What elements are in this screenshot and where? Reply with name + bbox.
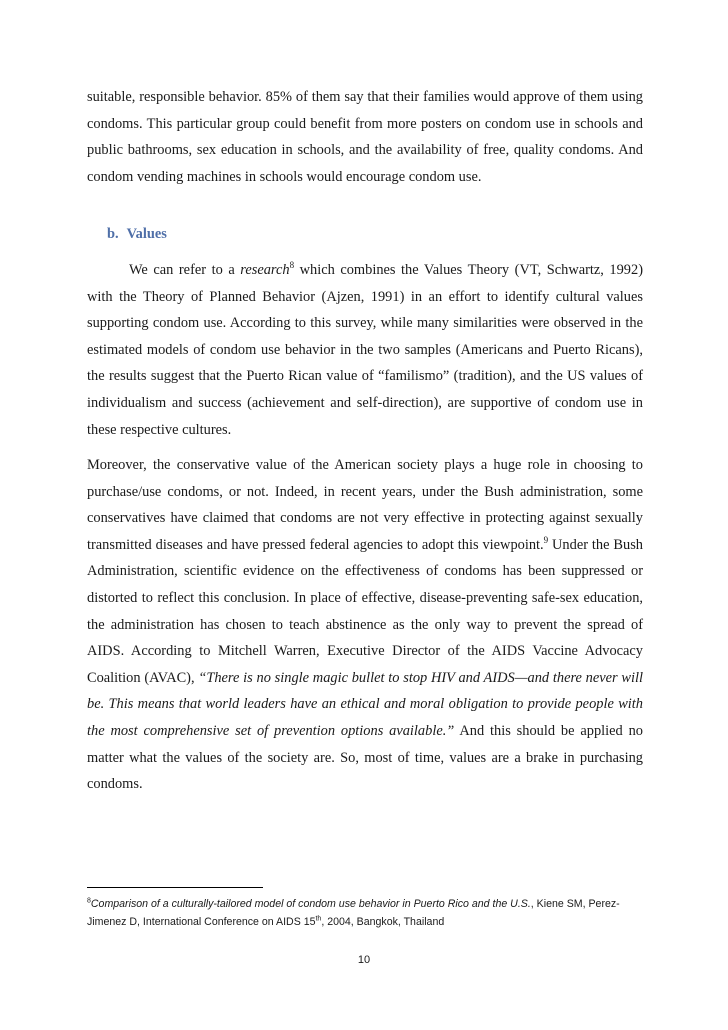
paragraph-values xyxy=(87,257,643,443)
moreover-part2: Under the Bush Administration, scientific evidence on the effectiveness of condoms has been suppressed or distorted to reflect this conclusion. In place of effective, disease-preventing safe-sex education, the administration has chosen to teach abstinence as the only way to prevent the spread of AIDS. According to Mitchell Warren, Executive Director of the AIDS Vaccine Advocacy Coalition (AVAC), xyxy=(87,536,643,686)
paragraph-top: suitable, responsible behavior. 85% of them say that their families would approve of them using condoms. This particular group could benefit from more posters on condom use in schools and public bathrooms, sex education in schools, and the availability of free, quality condoms. And condom vending machines in schools would encourage condom use. xyxy=(87,89,643,185)
values-text-before: We can refer to a xyxy=(129,262,241,278)
footnote-text-after: , 2004, Bangkok, Thailand xyxy=(321,916,445,928)
page-number: 10 xyxy=(357,954,371,966)
footnote-ref-8[interactable]: 8 xyxy=(289,260,295,271)
footnote-ref-9[interactable]: 9 xyxy=(543,534,549,545)
footnote-number: 8 xyxy=(87,897,91,905)
moreover-part3: And this should be applied no matter what the values of the society are. So, most of time, values are a brake in purchasing condoms. xyxy=(87,722,643,793)
footnote-8 xyxy=(87,895,647,931)
research-word: research xyxy=(240,262,290,278)
footnote-title: Comparison of a culturally-tailored model of condom use behavior in Puerto Rico and the U.S. xyxy=(90,898,531,910)
moreover-part1: Moreover, the conservative value of the American society plays a huge role in choosing to purchase/use condoms, or not. Indeed, in recent years, under the Bush administration, some conservatives have claimed that condoms are not very effective in protecting against sexually transmitted diseases and have pressed federal agencies to adopt this viewpoint. xyxy=(87,457,643,553)
warren-quote: “There is no single magic bullet to stop HIV and AIDS—and there never will be. This means that world leaders have an ethical and moral obligation to provide people with the most comprehensive set of prevention options available.” xyxy=(87,669,643,739)
paragraph-moreover xyxy=(87,452,643,798)
footnote-separator xyxy=(87,887,263,888)
values-text-after: which combines the Values Theory (VT, Schwartz, 1992) with the Theory of Planned Behavior (Ajzen, 1991) in an effort to identify cultural values supporting condom use. According to this survey, while many similarities were observed in the estimated models of condom use behavior in the two samples (Americans and Puerto Ricans), the results suggest that the Puerto Rican value of “familismo” (tradition), and the US values of individualism and success (achievement and self-direction), are supportive of condom use in these respective cultures. xyxy=(87,262,643,438)
heading-title: Values xyxy=(126,226,167,242)
footnote-ordinal: th xyxy=(315,915,322,923)
footnote-text-before: , Kiene SM, Perez-Jimenez D, International Conference on AIDS 15 xyxy=(87,898,620,928)
section-heading xyxy=(107,226,167,243)
heading-marker: b. xyxy=(107,226,119,242)
